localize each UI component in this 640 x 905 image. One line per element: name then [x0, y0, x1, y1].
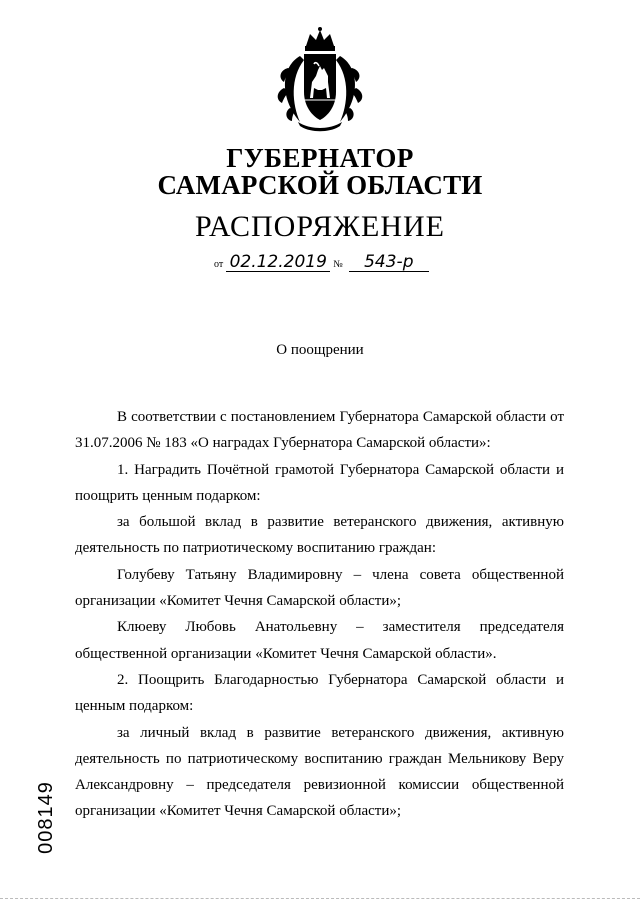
date-prefix: от — [214, 259, 224, 270]
body-paragraph: 1. Наградить Почётной грамотой Губернатора Самарской области и поощрить ценным подарком: — [75, 461, 564, 504]
body-paragraph: В соответствии с постановлением Губернатора Самарской области от 31.07.2006 № 183 «О наградах Губернатора Самарской области»: — [75, 409, 564, 452]
governor-title: ГУБЕРНАТОР — [226, 143, 414, 173]
body-paragraph: за личный вклад в развитие ветеранского движения, активную деятельность по патриотическому воспитанию граждан Мельникову Веру Александровну – председателя ревизионной комиссии общественной организации «Комитет Чечня Самарской области»; — [75, 724, 564, 820]
document-type-heading: РАСПОРЯЖЕНИЕ — [194, 210, 446, 243]
document-subject: О поощрении — [276, 342, 364, 358]
body-paragraph: 2. Поощрить Благодарностью Губернатора Самарской области и ценным подарком: — [75, 671, 564, 715]
page-bottom-edge — [0, 898, 640, 900]
body-paragraph: Голубеву Татьяну Владимировну – члена совета общественной организации «Комитет Чечня Самарской области»; — [75, 566, 564, 610]
serial-number-stamp — [34, 770, 57, 860]
order-date-number-line — [214, 253, 429, 272]
region-title: САМАРСКОЙ ОБЛАСТИ — [157, 170, 483, 200]
body-paragraph: за большой вклад в развитие ветеранского движения, активную деятельность по патриотическому воспитанию граждан: — [75, 514, 564, 557]
body-paragraph: Клюеву Любовь Анатольевну – заместителя председателя общественной организации «Комитет Чечня Самарской области». — [75, 619, 564, 662]
order-number-handwritten: 543-р — [349, 253, 429, 272]
number-prefix: № — [333, 259, 343, 270]
document-body — [75, 404, 564, 825]
samara-coat-of-arms-icon — [270, 26, 370, 136]
order-date-handwritten: 02.12.2019 — [226, 253, 330, 272]
serial-number-text: 008149 — [34, 781, 57, 854]
